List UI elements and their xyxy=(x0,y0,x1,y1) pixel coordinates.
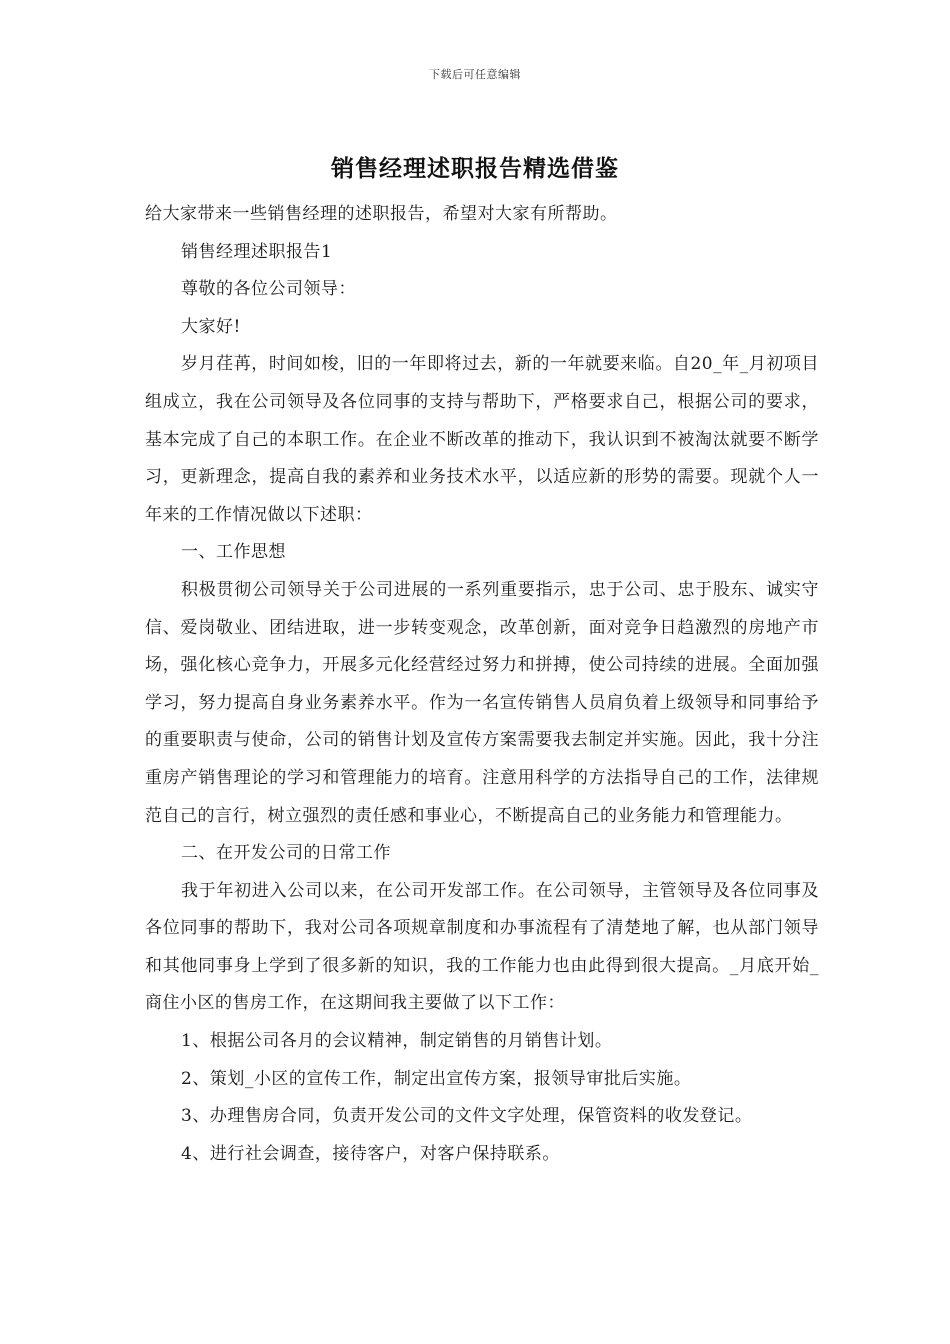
header-note: 下载后可任意编辑 xyxy=(429,68,521,81)
list-item-4: 4、进行社会调查，接待客户，对客户保持联系。 xyxy=(181,1143,560,1164)
document-title: 销售经理述职报告精选借鉴 xyxy=(331,155,619,182)
list-item-1: 1、根据公司各月的会议精神，制定销售的月销售计划。 xyxy=(181,1031,613,1052)
section-2-paragraph: 我于年初进入公司以来，在公司开发部工作。在公司领导，主管领导及各位同事及各位同事的帮助下，我对公司各项规章制度和办事流程有了清楚地了解，也从部门领导和其他同事身上学到了很多新的知识，我的工作能力也由此得到很大提高。_月底开始_商住小区的售房工作，在这期间我主要做了以下工作： xyxy=(145,880,819,1014)
report-heading: 销售经理述职报告1 xyxy=(181,241,333,262)
list-item-2: 2、策划_小区的宣传工作，制定出宣传方案，报领导审批后实施。 xyxy=(181,1068,692,1089)
section-1-paragraph: 积极贯彻公司领导关于公司进展的一系列重要指示，忠于公司、忠于股东、诚实守信、爱岗敬业、团结进取，进一步转变观念，改革创新，面对竞争日趋激烈的房地产市场，强化核心竞争力，开展多元化经营经过努力和拼搏，使公司持续的进展。全面加强学习，努力提高自身业务素养水平。作为一名宣传销售人员肩负着上级领导和同事给予的重要职责与使命，公司的销售计划及宣传方案需要我去制定并实施。因此，我十分注重房产销售理论的学习和管理能力的培育。注意用科学的方法指导自己的工作，法律规范自己的言行，树立强烈的责任感和事业心，不断提高自己的业务能力和管理能力。 xyxy=(145,579,819,826)
document-body xyxy=(145,196,819,1173)
section-heading-1: 一、工作思想 xyxy=(181,542,286,563)
opening-paragraph: 岁月荏苒，时间如梭，旧的一年即将过去，新的一年就要来临。自20_年_月初项目组成立，我在公司领导及各位同事的支持与帮助下，严格要求自己，根据公司的要求，基本完成了自己的本职工作。在企业不断改革的推动下，我认识到不被淘汰就要不断学习，更新理念，提高自我的素养和业务技术水平，以适应新的形势的需要。现就个人一年来的工作情况做以下述职： xyxy=(145,354,819,525)
salutation: 尊敬的各位公司领导： xyxy=(181,279,356,300)
intro-paragraph: 给大家带来一些销售经理的述职报告，希望对大家有所帮助。 xyxy=(145,204,618,224)
list-item-3: 3、办理售房合同，负责开发公司的文件文字处理，保管资料的收发登记。 xyxy=(181,1106,753,1127)
greeting: 大家好! xyxy=(181,316,241,337)
section-heading-2: 二、在开发公司的日常工作 xyxy=(181,843,391,864)
